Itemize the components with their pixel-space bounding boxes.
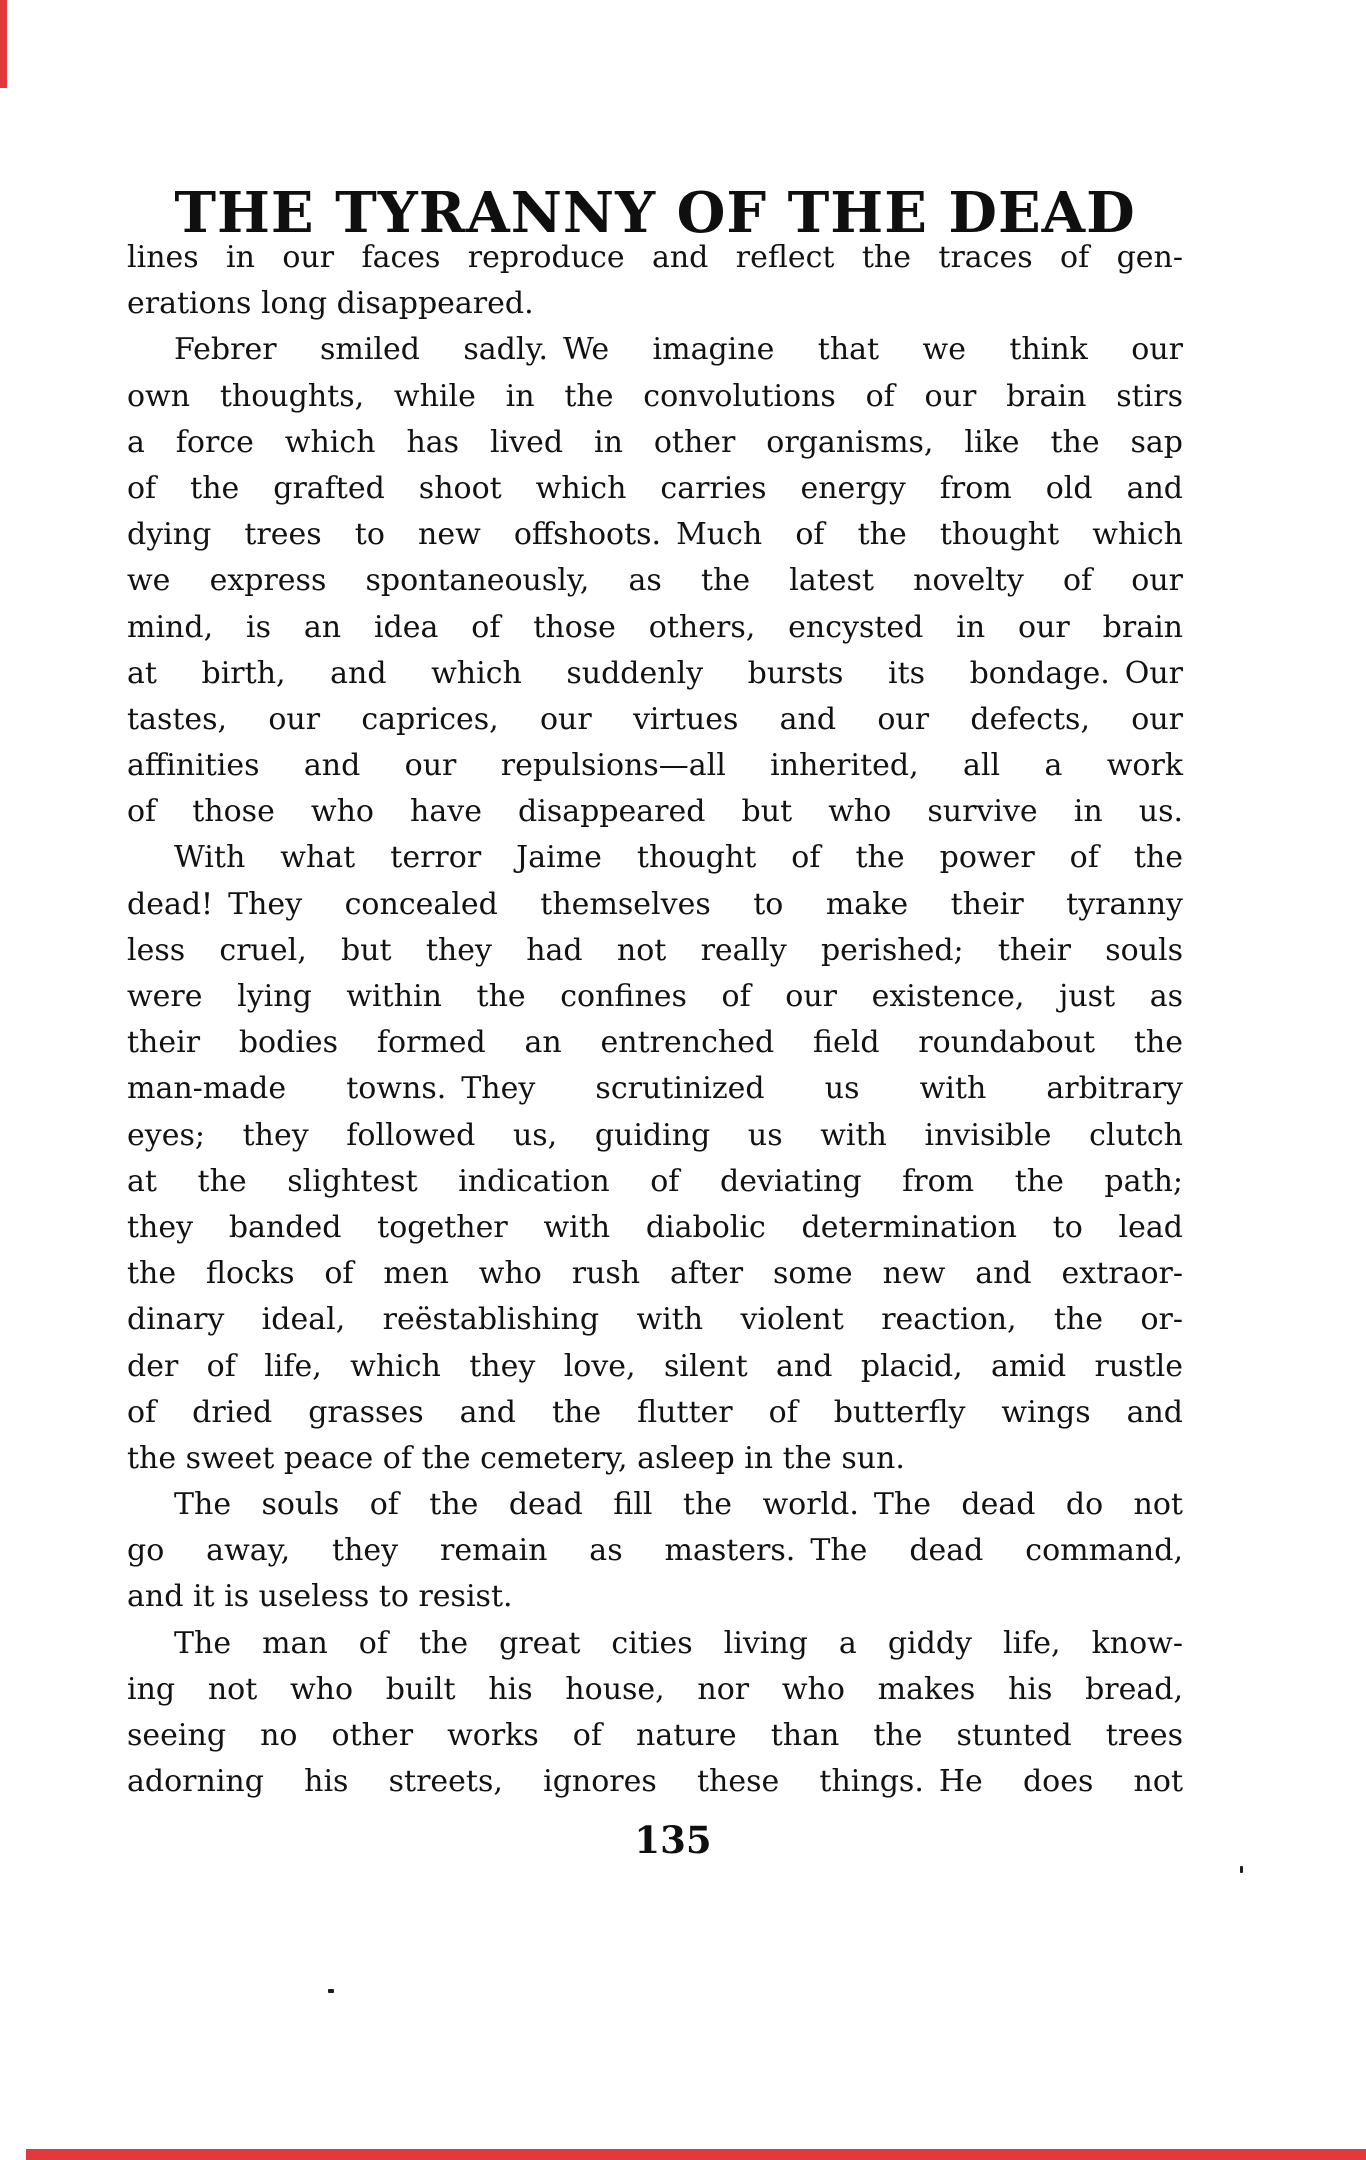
text-line: go away, they remain as masters. The dead command, xyxy=(127,1533,1183,1569)
text-line: of those who have disappeared but who survive in us. xyxy=(127,794,1183,830)
text-line: The man of the great cities living a giddy life, know- xyxy=(174,1625,1183,1661)
text-line: the flocks of men who rush after some new and extraor- xyxy=(127,1256,1183,1292)
text-block xyxy=(127,235,1183,1805)
page-title: THE TYRANNY OF THE DEAD xyxy=(174,179,1136,246)
text-line: seeing no other works of nature than the stunted trees xyxy=(127,1718,1183,1753)
text-line: we express spontaneously, as the latest novelty of our xyxy=(127,563,1183,599)
text-line: ing not who built his house, nor who makes his bread, xyxy=(127,1671,1183,1707)
text-line: a force which has lived in other organisms, like the sap xyxy=(127,424,1183,460)
text-line: dinary ideal, reëstablishing with violent reaction, the or- xyxy=(127,1302,1183,1338)
text-line: of the grafted shoot which carries energy from old and xyxy=(127,470,1183,506)
text-line: less cruel, but they had not really perished; their souls xyxy=(127,932,1183,968)
text-line: Febrer smiled sadly. We imagine that we think our xyxy=(174,332,1183,368)
text-line: man-made towns. They scrutinized us with arbitrary xyxy=(127,1071,1183,1107)
red-edge-mark-top-left xyxy=(0,0,7,88)
text-line: own thoughts, while in the convolutions of our brain stirs xyxy=(127,378,1183,414)
text-line: and it is useless to resist. xyxy=(127,1579,513,1615)
page-number: 135 xyxy=(634,1818,712,1862)
scan-speck xyxy=(328,1989,334,1993)
text-line: their bodies formed an entrenched field roundabout the xyxy=(127,1025,1183,1061)
text-line: the sweet peace of the cemetery, asleep in the sun. xyxy=(127,1440,905,1476)
scan-speck xyxy=(1240,1866,1243,1873)
text-line: dead! They concealed themselves to make their tyranny xyxy=(127,886,1183,922)
text-line: lines in our faces reproduce and reflect the traces of gen- xyxy=(127,240,1183,275)
text-line: The souls of the dead fill the world. The dead do not xyxy=(174,1487,1183,1523)
text-line: erations long disappeared. xyxy=(127,286,534,322)
text-line: mind, is an idea of those others, encysted in our brain xyxy=(127,609,1183,645)
text-line: tastes, our caprices, our virtues and our defects, our xyxy=(127,701,1183,737)
text-line: affinities and our repulsions—all inherited, all a work xyxy=(127,748,1183,784)
text-line: were lying within the confines of our existence, just as xyxy=(127,979,1183,1014)
text-line: they banded together with diabolic determination to lead xyxy=(127,1209,1183,1245)
text-line: of dried grasses and the flutter of butterfly wings and xyxy=(127,1394,1183,1430)
text-line: der of life, which they love, silent and placid, amid rustle xyxy=(127,1348,1183,1384)
text-line: adorning his streets, ignores these things. He does not xyxy=(127,1764,1183,1800)
red-edge-mark-bottom xyxy=(26,2149,1366,2160)
text-line: With what terror Jaime thought of the power of the xyxy=(174,840,1183,876)
text-line: eyes; they followed us, guiding us with invisible clutch xyxy=(127,1117,1183,1153)
text-line: dying trees to new offshoots. Much of the thought which xyxy=(127,517,1183,553)
text-line: at birth, and which suddenly bursts its bondage. Our xyxy=(127,655,1183,691)
text-line: at the slightest indication of deviating from the path; xyxy=(127,1163,1183,1199)
